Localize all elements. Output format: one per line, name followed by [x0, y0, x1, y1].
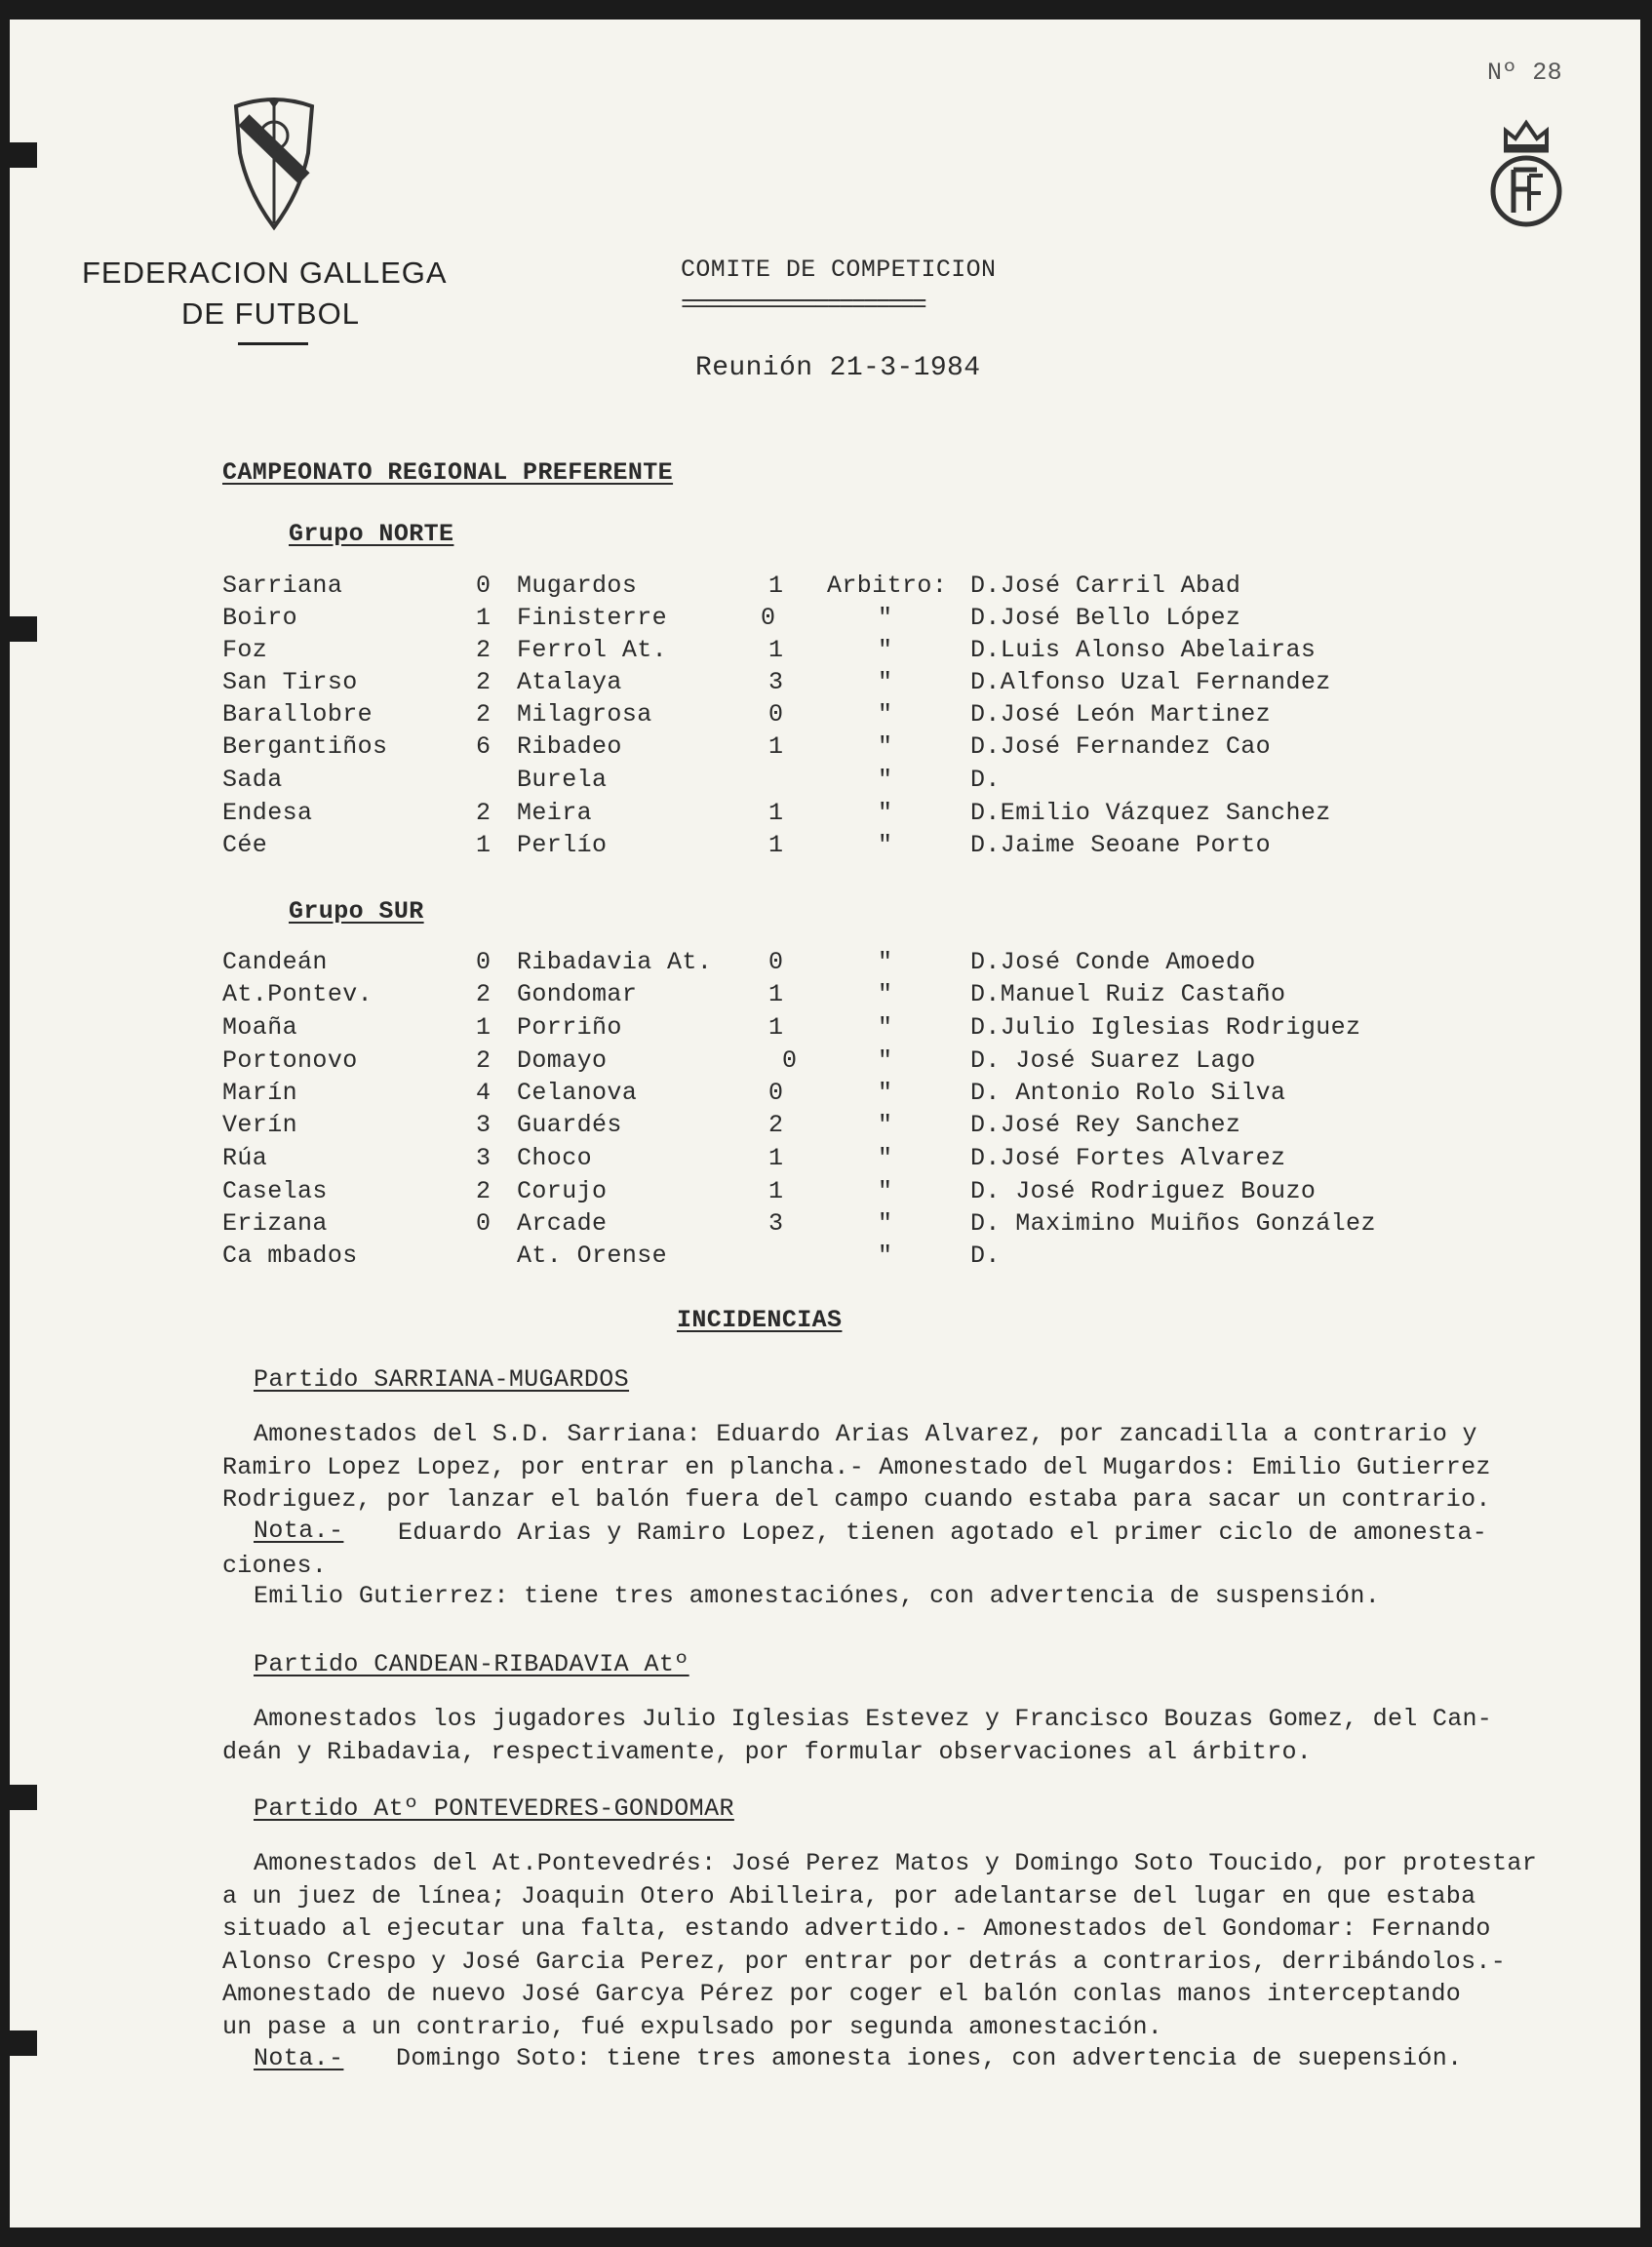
federation-underline: [238, 342, 308, 345]
home-team: Boiro: [222, 604, 298, 632]
away-score: 1: [768, 799, 784, 827]
match-row: [10, 766, 1640, 798]
match-row: [10, 1242, 1640, 1274]
match-row: [10, 1111, 1640, 1143]
federation-name-line1: FEDERACION GALLEGA: [82, 256, 448, 290]
away-team: Atalaya: [517, 668, 622, 696]
home-score: 2: [476, 1177, 492, 1205]
federation-name-line2: DE FUTBOL: [181, 296, 360, 331]
away-team: Arcade: [517, 1209, 608, 1238]
nota-label: Nota.-: [254, 1517, 344, 1545]
committee-title-rule: ====================: [681, 291, 924, 319]
away-team: Perlío: [517, 831, 608, 859]
home-team: At.Pontev.: [222, 980, 374, 1008]
binder-hole: [10, 142, 37, 168]
referee-name: D. Antonio Rolo Silva: [970, 1079, 1286, 1107]
ditto-mark: ": [878, 1111, 893, 1139]
match-row: [10, 1209, 1640, 1242]
home-team: Candeán: [222, 948, 328, 976]
home-team: Verín: [222, 1111, 298, 1139]
away-score: 0: [768, 700, 784, 729]
away-score: 1: [768, 636, 784, 664]
match-row: [10, 1144, 1640, 1176]
incident-body: Amonestados los jugadores Julio Iglesias Estevez y Francisco Bouzas Gomez, del Can- deán y Ribadavia, respectivamente, por formular observaciones al árbitro.: [222, 1705, 1493, 1766]
home-score: 3: [476, 1111, 492, 1139]
referee-name: D. José Rodriguez Bouzo: [970, 1177, 1317, 1205]
away-score: 0: [761, 604, 776, 632]
referee-name: D. José Suarez Lago: [970, 1046, 1256, 1075]
referee-name: D.José Rey Sanchez: [970, 1111, 1241, 1139]
home-score: 1: [476, 604, 492, 632]
rfef-crest-logo: [1484, 117, 1568, 228]
championship-title: CAMPEONATO REGIONAL PREFERENTE: [222, 458, 674, 487]
home-team: Bergantiños: [222, 732, 388, 761]
away-team: Ferrol At.: [517, 636, 668, 664]
document-page: [10, 20, 1640, 2227]
incident-body: Amonestados del At.Pontevedrés: José Perez Matos y Domingo Soto Toucido, por protestar a un juez de línea; Joaquin Otero Abilleira, por adelantarse del lugar en que estaba situado al ejecutar una falta, estando advertido.- Amonestados del Gondomar: Fernando Alonso Crespo y José Garcia Perez, por entrar por detrás a contrarios, derribándolos.- Amonestado de nuevo José Garcya Pérez por coger el balón conlas manos interceptando un pase a un contrario, fué expulsado por segunda amonestación.: [222, 1849, 1538, 2041]
home-team: Ca mbados: [222, 1242, 358, 1270]
binder-hole: [10, 1785, 37, 1810]
away-score: 1: [768, 1177, 784, 1205]
home-team: Sada: [222, 766, 283, 794]
away-team: Porriño: [517, 1013, 622, 1042]
home-score: 1: [476, 1013, 492, 1042]
match-row: [10, 636, 1640, 668]
home-team: Barallobre: [222, 700, 374, 729]
away-score: 1: [768, 1013, 784, 1042]
ditto-mark: ": [878, 831, 893, 859]
home-score: 3: [476, 1144, 492, 1172]
document-number: Nº 28: [1487, 59, 1563, 87]
match-row: [10, 1013, 1640, 1045]
match-row: [10, 1046, 1640, 1079]
federation-shield-logo: [230, 95, 318, 231]
match-row: [10, 799, 1640, 831]
away-score: 1: [768, 980, 784, 1008]
away-score: 2: [768, 1111, 784, 1139]
away-team: Ribadavia At.: [517, 948, 713, 976]
home-team: Cée: [222, 831, 268, 859]
ditto-mark: ": [878, 700, 893, 729]
incidencias-title: INCIDENCIAS: [677, 1306, 843, 1334]
nota-text: Eduardo Arias y Ramiro Lopez, tienen agotado el primer ciclo de amonesta- ciones.: [222, 1518, 1488, 1580]
referee-name: D.Jaime Seoane Porto: [970, 831, 1272, 859]
nota-label: Nota.-: [254, 2044, 344, 2072]
committee-title: COMITE DE COMPETICION: [681, 256, 997, 284]
referee-name: D.José León Martinez: [970, 700, 1272, 729]
referee-name: D. Maximino Muiños González: [970, 1209, 1376, 1238]
home-score: 2: [476, 799, 492, 827]
referee-name: D.: [970, 1242, 1001, 1270]
referee-name: D.Manuel Ruiz Castaño: [970, 980, 1286, 1008]
home-team: Marín: [222, 1079, 298, 1107]
home-score: 2: [476, 980, 492, 1008]
home-score: 4: [476, 1079, 492, 1107]
away-team: Milagrosa: [517, 700, 652, 729]
incident-section-title: Partido CANDEAN-RIBADAVIA Atº: [254, 1650, 689, 1678]
away-team: Corujo: [517, 1177, 608, 1205]
referee-name: D.José Fortes Alvarez: [970, 1144, 1286, 1172]
match-row: [10, 980, 1640, 1012]
nota-text: Domingo Soto: tiene tres amonesta iones, con advertencia de suepensión.: [396, 2044, 1463, 2072]
home-team: San Tirso: [222, 668, 358, 696]
referee-label: Arbitro:: [827, 572, 948, 600]
match-row: [10, 831, 1640, 863]
away-score: 3: [768, 668, 784, 696]
referee-name: D.Emilio Vázquez Sanchez: [970, 799, 1331, 827]
away-team: Burela: [517, 766, 608, 794]
ditto-mark: ": [878, 1242, 893, 1270]
home-score: 0: [476, 572, 492, 600]
home-team: Rúa: [222, 1144, 268, 1172]
away-score: 1: [768, 1144, 784, 1172]
home-score: 2: [476, 1046, 492, 1075]
ditto-mark: ": [878, 1209, 893, 1238]
referee-name: D.Julio Iglesias Rodriguez: [970, 1013, 1361, 1042]
ditto-mark: ": [878, 1144, 893, 1172]
referee-name: D.José Bello López: [970, 604, 1241, 632]
away-score: 1: [768, 572, 784, 600]
incident-section-title: Partido SARRIANA-MUGARDOS: [254, 1365, 630, 1394]
match-row: [10, 1177, 1640, 1209]
home-team: Erizana: [222, 1209, 328, 1238]
ditto-mark: ": [878, 668, 893, 696]
away-team: Celanova: [517, 1079, 638, 1107]
ditto-mark: ": [878, 732, 893, 761]
referee-name: D.Alfonso Uzal Fernandez: [970, 668, 1331, 696]
home-team: Endesa: [222, 799, 313, 827]
away-score: 3: [768, 1209, 784, 1238]
away-score: 1: [768, 831, 784, 859]
home-score: 2: [476, 636, 492, 664]
home-score: 2: [476, 668, 492, 696]
home-team: Foz: [222, 636, 268, 664]
away-score: 0: [782, 1046, 798, 1075]
away-team: Mugardos: [517, 572, 638, 600]
ditto-mark: ": [878, 1177, 893, 1205]
match-row: [10, 700, 1640, 732]
match-row: [10, 668, 1640, 700]
away-score: 0: [768, 1079, 784, 1107]
away-team: Gondomar: [517, 980, 638, 1008]
home-team: Moaña: [222, 1013, 298, 1042]
ditto-mark: ": [878, 980, 893, 1008]
binder-hole: [10, 2030, 37, 2056]
match-row: [10, 732, 1640, 765]
ditto-mark: ": [878, 1079, 893, 1107]
away-team: Domayo: [517, 1046, 608, 1075]
match-row: [10, 572, 1640, 604]
away-team: Finisterre: [517, 604, 668, 632]
ditto-mark: ": [878, 1013, 893, 1042]
ditto-mark: ": [878, 766, 893, 794]
ditto-mark: ": [878, 799, 893, 827]
home-team: Caselas: [222, 1177, 328, 1205]
ditto-mark: ": [878, 604, 893, 632]
away-team: Ribadeo: [517, 732, 622, 761]
away-team: Meira: [517, 799, 593, 827]
referee-name: D.Luis Alonso Abelairas: [970, 636, 1317, 664]
match-row: [10, 1079, 1640, 1111]
match-row: [10, 948, 1640, 980]
away-team: Choco: [517, 1144, 593, 1172]
meeting-date: Reunión 21-3-1984: [695, 353, 981, 383]
incident-extra: Emilio Gutierrez: tiene tres amonestaciónes, con advertencia de suspensión.: [254, 1582, 1381, 1610]
ditto-mark: ": [878, 948, 893, 976]
home-score: 2: [476, 700, 492, 729]
group-norte-title: Grupo NORTE: [289, 520, 454, 548]
incident-section-title: Partido Atº PONTEVEDRES-GONDOMAR: [254, 1794, 734, 1823]
referee-name: D.José Conde Amoedo: [970, 948, 1256, 976]
home-score: 0: [476, 948, 492, 976]
referee-name: D.: [970, 766, 1001, 794]
ditto-mark: ": [878, 1046, 893, 1075]
away-score: 0: [768, 948, 784, 976]
home-team: Portonovo: [222, 1046, 358, 1075]
incident-body: Amonestados del S.D. Sarriana: Eduardo Arias Alvarez, por zancadilla a contrario y Ramiro Lopez Lopez, por entrar en plancha.- Amonestado del Mugardos: Emilio Gutierrez Rodriguez, por lanzar el balón fuera del campo cuando estaba para sacar un contrario.: [222, 1420, 1491, 1514]
home-score: 6: [476, 732, 492, 761]
home-score: 1: [476, 831, 492, 859]
home-team: Sarriana: [222, 572, 343, 600]
group-sur-title: Grupo SUR: [289, 897, 424, 926]
home-score: 0: [476, 1209, 492, 1238]
away-score: 1: [768, 732, 784, 761]
match-row: [10, 604, 1640, 636]
ditto-mark: ": [878, 636, 893, 664]
away-team: Guardés: [517, 1111, 622, 1139]
referee-name: D.José Carril Abad: [970, 572, 1241, 600]
referee-name: D.José Fernandez Cao: [970, 732, 1272, 761]
away-team: At. Orense: [517, 1242, 668, 1270]
